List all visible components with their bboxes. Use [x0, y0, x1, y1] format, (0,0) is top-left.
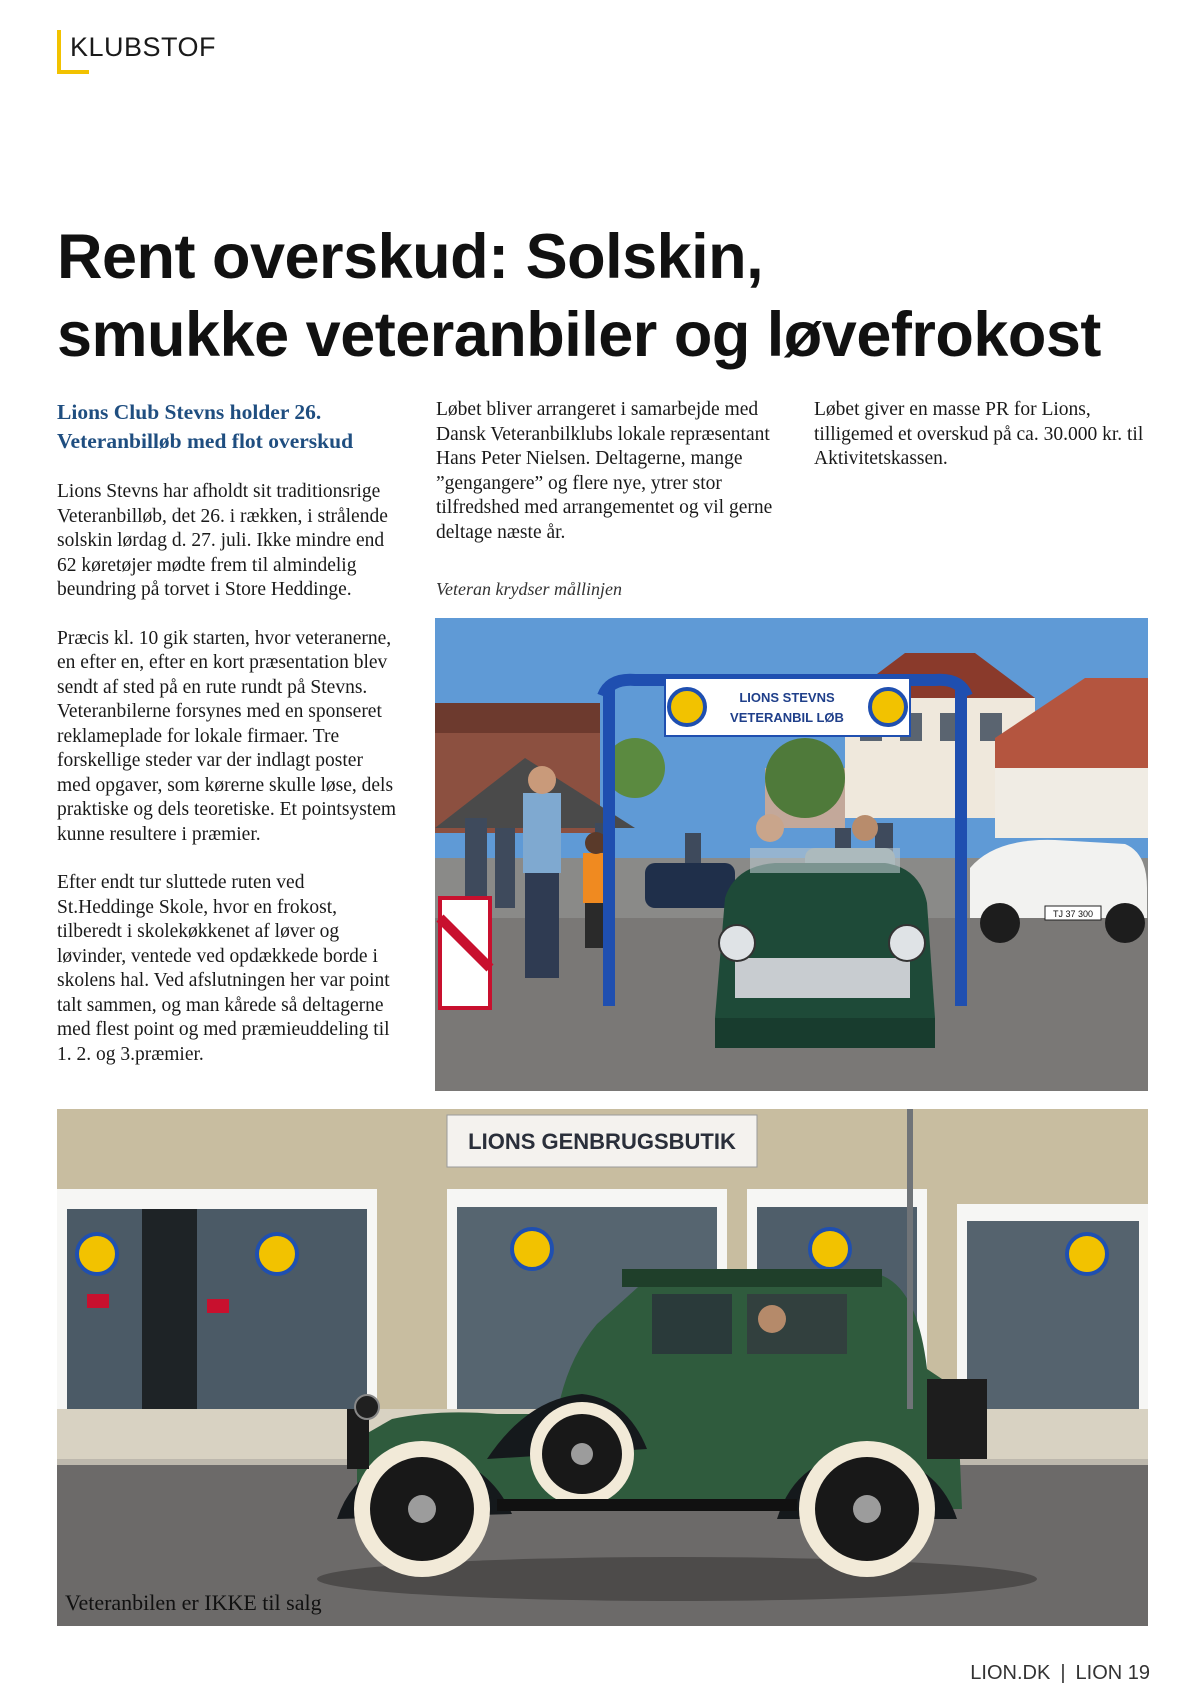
subhead-line-2: Veteranbilløb med flot overskud	[57, 429, 354, 453]
footer-page: LION 19	[1075, 1662, 1150, 1684]
footer-site: LION.DK	[970, 1662, 1051, 1684]
section-label: KLUBSTOF	[70, 32, 217, 62]
article-subhead	[57, 398, 397, 456]
banner-text-2: VETERANBIL LØB	[730, 710, 844, 725]
footer-separator: |	[1060, 1662, 1066, 1684]
paragraph-2: Præcis kl. 10 gik starten, hvor veteranerne, en efter en, efter en kort præsentation blev sendt af sted på en rute rundt på Stevns. Veteranbilerne forsynes med en sponseret reklameplade for lokale firmaer. Tre forskellige steder var der indlagt poster med opgaver, som kørerne skulle løse, dels praktiske og dels teoretiske. Et pointsystem kunne resultere i præmier.	[57, 627, 397, 845]
photo1-caption: Veteran krydser mållinjen	[436, 579, 622, 599]
paragraph-3: Efter endt tur sluttede ruten ved St.Heddinge Skole, hvor en frokost, tilberedt i skolekøkkenet af løver og løvinder, ventede ved opdækkede borde i skolens hal. Ved afslutningen her var point talt sammen, og man kårede så deltagerne med flest point og med præmieuddeling til 1. 2. og 3.præmier.	[57, 872, 390, 1065]
headline	[57, 218, 1167, 374]
headline-line-2: smukke veteranbiler og løvefrokost	[57, 300, 1101, 370]
photo-finish-line	[435, 618, 1148, 1091]
paragraph-1: Lions Stevns har afholdt sit traditionsrige Veteranbilløb, det 26. i rækken, i strålende solskin lørdag d. 27. juli. Ikke mindre end 62 køretøjer mødte frem til almindelig beundring på torvet i Store Heddinge.	[57, 481, 388, 600]
paragraph-4: Løbet bliver arrangeret i samarbejde med Dansk Veteranbilklubs lokale repræsentant Hans Peter Nielsen. Deltagerne, mange ”gengangere” og flere nye, ytrer stor tilfredshed med arrangementet og vil gerne deltage næste år.	[436, 399, 773, 543]
subhead-line-1: Lions Club Stevns holder 26.	[57, 400, 322, 424]
photo-vintage-car	[57, 1109, 1148, 1626]
page-footer	[970, 1662, 1150, 1685]
paragraph-5: Løbet giver en masse PR for Lions, tilligemed et overskud på ca. 30.000 kr. til Aktivitetskassen.	[814, 399, 1144, 469]
article-column-3	[814, 398, 1154, 496]
banner-text-1: LIONS STEVNS	[739, 690, 835, 705]
article-column-1	[57, 398, 397, 1091]
plate-right: TJ 37 300	[1052, 909, 1094, 919]
article-column-2	[436, 398, 776, 569]
headline-line-1: Rent overskud: Solskin,	[57, 222, 764, 292]
shop-sign: LIONS GENBRUGSBUTIK	[468, 1129, 736, 1154]
photo2-caption: Veteranbilen er IKKE til salg	[65, 1590, 322, 1615]
